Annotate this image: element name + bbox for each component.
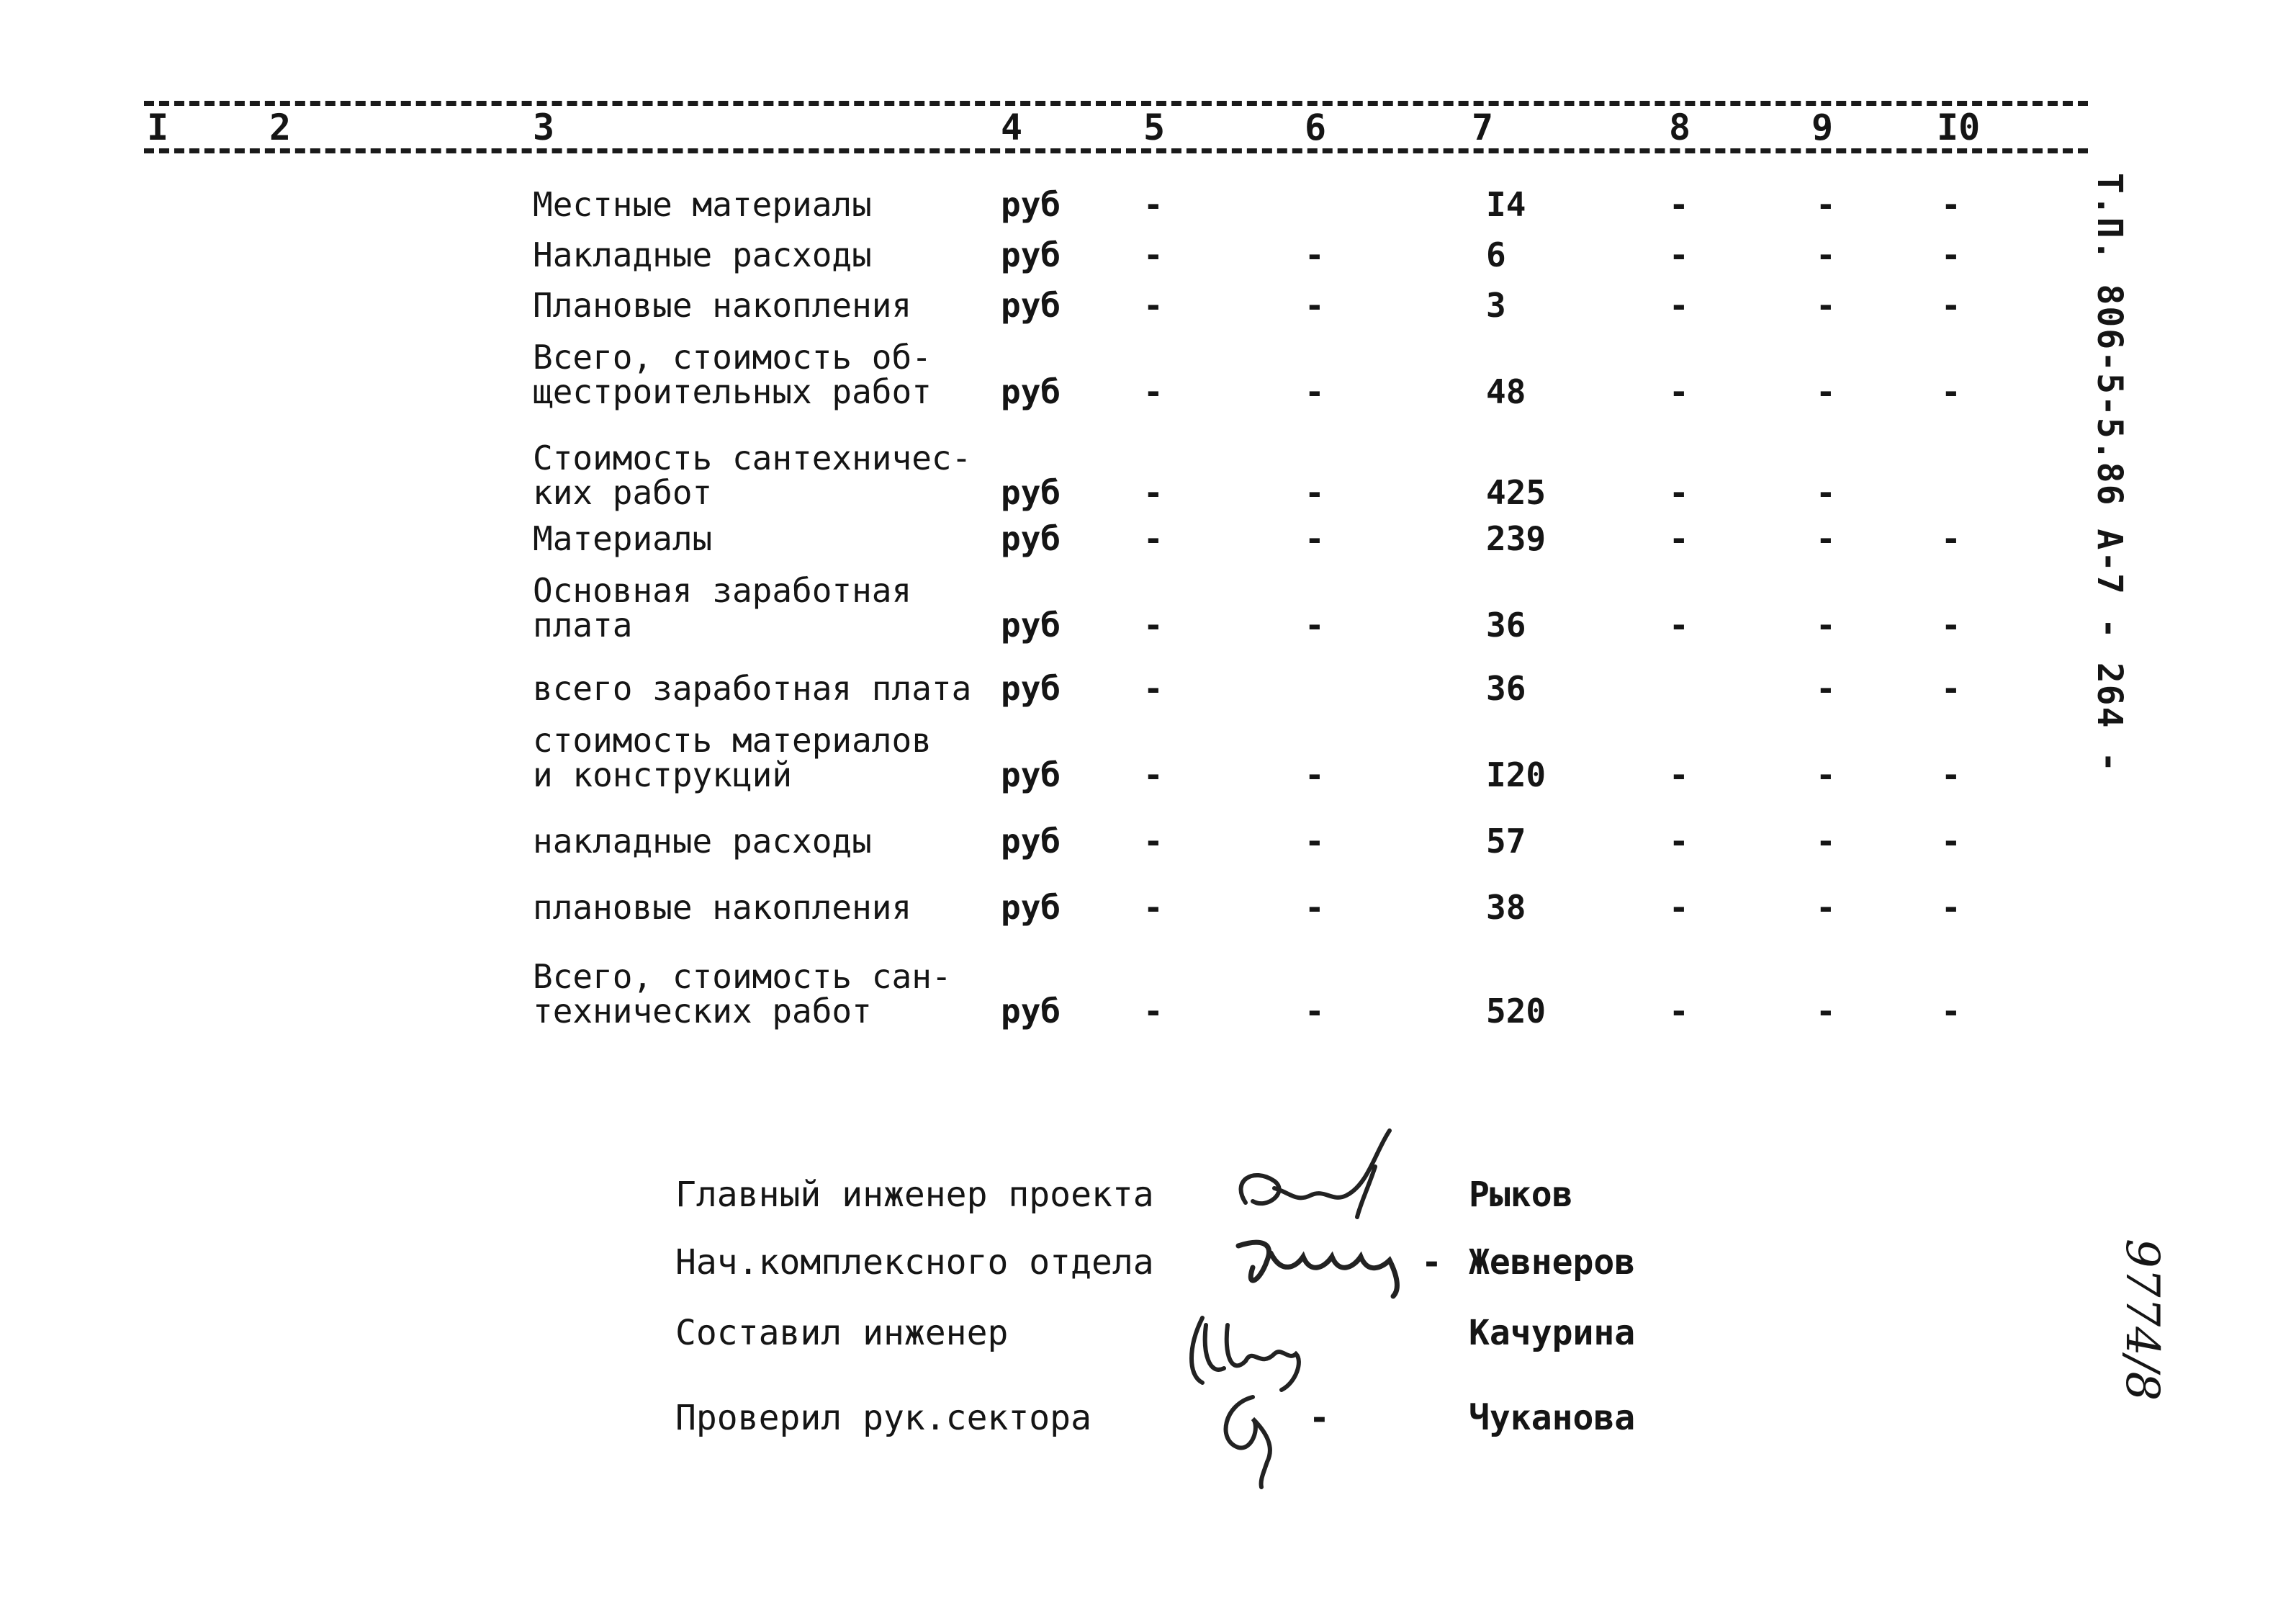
row-value-c5: - [1143, 286, 1163, 325]
row-label: Основная заработная плата [533, 571, 912, 645]
column-number-6: 6 [1305, 107, 1327, 148]
row-value-c6: - [1305, 372, 1325, 411]
row-value-c8: - [1669, 286, 1689, 325]
row-value-c7: 3 [1486, 286, 1506, 325]
signature-dash: - [1309, 1398, 1330, 1438]
row-unit: руб [1001, 992, 1061, 1031]
row-value-c10: - [1941, 519, 1961, 558]
row-value-c8: - [1669, 473, 1689, 512]
row-value-c10: - [1941, 822, 1961, 861]
row-value-c5: - [1143, 992, 1163, 1031]
row-label: плановые накопления [533, 888, 912, 927]
row-value-c7: 6 [1486, 235, 1506, 274]
row-value-c5: - [1143, 519, 1163, 558]
row-value-c10: - [1941, 755, 1961, 794]
row-unit: руб [1001, 372, 1061, 411]
row-value-c6: - [1305, 235, 1325, 274]
signature-role-department-head: Нач.комплексного отдела [675, 1242, 1154, 1283]
row-label: стоимость материалов и конструкций [533, 721, 932, 794]
signature-dash: - [1421, 1242, 1442, 1283]
row-label: Всего, стоимость сан- технических работ [533, 957, 952, 1031]
row-value-c7: 36 [1486, 606, 1526, 645]
row-value-c5: - [1143, 185, 1163, 224]
row-label: накладные расходы [533, 822, 872, 861]
row-value-c9: - [1816, 669, 1836, 708]
row-unit: руб [1001, 669, 1061, 708]
row-value-c10: - [1941, 669, 1961, 708]
row-value-c5: - [1143, 669, 1163, 708]
row-unit: руб [1001, 286, 1061, 325]
row-value-c10: - [1941, 606, 1961, 645]
handwritten-signature-1 [1224, 1123, 1411, 1231]
handwritten-signature-2 [1231, 1224, 1418, 1303]
row-label: Плановые накопления [533, 286, 912, 325]
column-number-3: 3 [533, 107, 555, 148]
row-value-c9: - [1816, 519, 1836, 558]
row-unit: руб [1001, 519, 1061, 558]
row-value-c7: I20 [1486, 755, 1547, 794]
row-value-c9: - [1816, 286, 1836, 325]
row-value-c8: - [1669, 519, 1689, 558]
archive-number: 9774/8 [2115, 1239, 2169, 1401]
column-number-2: 2 [269, 107, 292, 148]
row-value-c9: - [1816, 235, 1836, 274]
row-label: Накладные расходы [533, 235, 872, 274]
row-value-c9: - [1816, 606, 1836, 645]
row-value-c10: - [1941, 888, 1961, 927]
row-unit: руб [1001, 755, 1061, 794]
row-value-c6: - [1305, 519, 1325, 558]
signature-role-engineer: Составил инженер [675, 1313, 1009, 1353]
column-number-4: 4 [1001, 107, 1023, 148]
header-rule-bottom [144, 148, 2088, 153]
row-value-c7: 520 [1486, 992, 1547, 1031]
row-value-c5: - [1143, 606, 1163, 645]
row-value-c9: - [1816, 473, 1836, 512]
row-label: всего заработная плата [533, 669, 972, 708]
signature-name-chukanova: Чуканова [1469, 1398, 1636, 1438]
row-value-c9: - [1816, 755, 1836, 794]
row-value-c9: - [1816, 372, 1836, 411]
row-value-c8: - [1669, 185, 1689, 224]
row-value-c6: - [1305, 992, 1325, 1031]
column-number-1: I [147, 107, 169, 148]
row-label: Стоимость сантехничес- ких работ [533, 439, 972, 512]
row-value-c8: - [1669, 606, 1689, 645]
row-value-c5: - [1143, 822, 1163, 861]
row-unit: руб [1001, 235, 1061, 274]
row-value-c6: - [1305, 606, 1325, 645]
row-label: Материалы [533, 519, 713, 558]
row-value-c5: - [1143, 755, 1163, 794]
row-value-c7: 425 [1486, 473, 1547, 512]
row-value-c5: - [1143, 235, 1163, 274]
row-value-c10: - [1941, 992, 1961, 1031]
row-value-c10: - [1941, 372, 1961, 411]
signature-role-sector-head: Проверил рук.сектора [675, 1398, 1091, 1438]
row-value-c10: - [1941, 286, 1961, 325]
column-number-7: 7 [1472, 107, 1494, 148]
handwritten-signature-4 [1210, 1383, 1339, 1491]
row-value-c6: - [1305, 755, 1325, 794]
row-value-c8: - [1669, 235, 1689, 274]
row-unit: руб [1001, 888, 1061, 927]
row-value-c10: - [1941, 185, 1961, 224]
row-value-c9: - [1816, 185, 1836, 224]
header-rule-top [144, 101, 2088, 106]
row-value-c6: - [1305, 822, 1325, 861]
row-unit: руб [1001, 185, 1061, 224]
signature-name-zhevnerov: Жевнеров [1469, 1242, 1636, 1283]
row-label: Местные материалы [533, 185, 872, 224]
row-value-c5: - [1143, 888, 1163, 927]
row-value-c6: - [1305, 888, 1325, 927]
row-value-c8: - [1669, 822, 1689, 861]
column-number-10: I0 [1937, 107, 1981, 148]
row-unit: руб [1001, 606, 1061, 645]
row-value-c8: - [1669, 888, 1689, 927]
row-value-c8: - [1669, 755, 1689, 794]
row-value-c7: 36 [1486, 669, 1526, 708]
side-document-code: Т.П. 806-5-5.86 А-7 - 264 - [2089, 173, 2130, 774]
row-value-c9: - [1816, 822, 1836, 861]
row-value-c7: 48 [1486, 372, 1526, 411]
column-number-9: 9 [1811, 107, 1834, 148]
column-number-8: 8 [1669, 107, 1691, 148]
row-value-c9: - [1816, 888, 1836, 927]
row-value-c8: - [1669, 372, 1689, 411]
signature-role-chief-engineer: Главный инженер проекта [675, 1175, 1154, 1215]
signature-name-kachurina: Качурина [1469, 1313, 1636, 1353]
row-unit: руб [1001, 473, 1061, 512]
signature-name-rykov: Рыков [1469, 1175, 1573, 1215]
row-value-c6: - [1305, 473, 1325, 512]
row-value-c10: - [1941, 235, 1961, 274]
row-value-c7: I4 [1486, 185, 1526, 224]
row-value-c6: - [1305, 286, 1325, 325]
column-number-5: 5 [1143, 107, 1166, 148]
row-value-c5: - [1143, 372, 1163, 411]
row-value-c5: - [1143, 473, 1163, 512]
row-label: Всего, стоимость об- щестроительных работ [533, 338, 932, 411]
row-value-c7: 38 [1486, 888, 1526, 927]
row-value-c8: - [1669, 992, 1689, 1031]
row-value-c7: 239 [1486, 519, 1547, 558]
row-unit: руб [1001, 822, 1061, 861]
row-value-c9: - [1816, 992, 1836, 1031]
row-value-c7: 57 [1486, 822, 1526, 861]
